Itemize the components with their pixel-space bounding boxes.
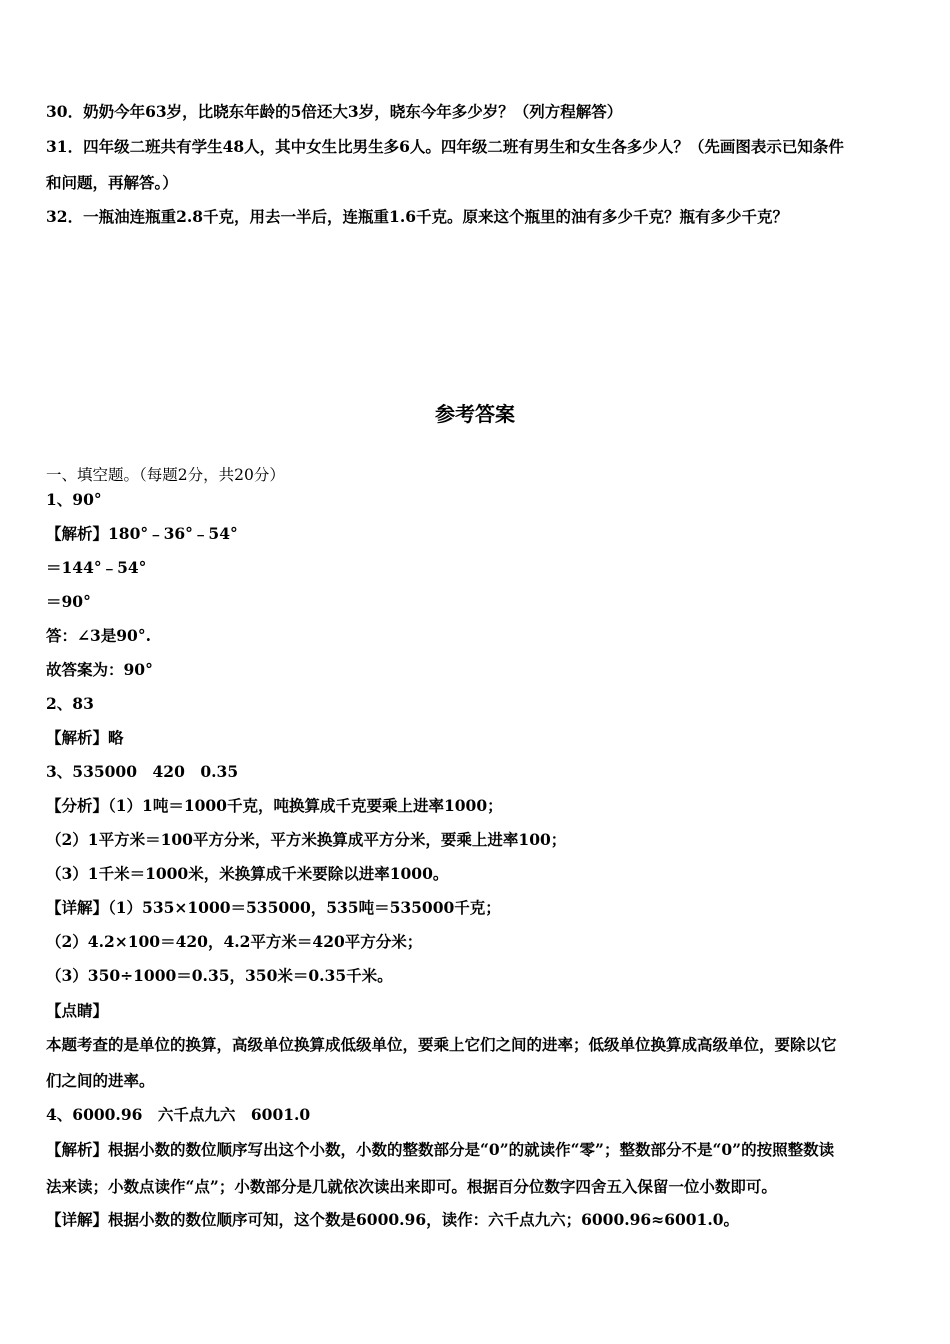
answer-3-analysis-2: （2）1平方米＝100平方分米，平方米换算成平方分米，要乘上进率100； (46, 830, 567, 849)
answer-1-head: 1、90° (46, 490, 102, 509)
answer-2-head: 2、83 (46, 694, 94, 713)
question-32: 32．一瓶油连瓶重2.8千克，用去一半后，连瓶重1.6千克。原来这个瓶里的油有多少千克？瓶有多少千克？ (46, 207, 789, 226)
question-31-line1: 31．四年级二班共有学生48人，其中女生比男生多6人。四年级二班有男生和女生各多少人？（先画图表示已知条件 (46, 137, 844, 156)
answer-4-detail: 【详解】根据小数的数位顺序可知，这个数是6000.96，读作：六千点九六；6000.96≈6001.0。 (46, 1210, 740, 1229)
answer-3-note-line1: 本题考查的是单位的换算，高级单位换算成低级单位，要乘上它们之间的进率；低级单位换算成高级单位，要除以它 (46, 1035, 837, 1054)
answer-3-analysis-1: 【分析】（1）1吨＝1000千克，吨换算成千克要乘上进率1000； (46, 796, 503, 815)
answer-title: 参考答案 (435, 402, 515, 426)
answer-4-analysis-line1: 【解析】根据小数的数位顺序写出这个小数，小数的整数部分是“0”的就读作“零”；整数部分不是“0”的按照整数读 (46, 1140, 835, 1159)
answer-3-note-label: 【点睛】 (46, 1001, 109, 1020)
answer-1-step3: ＝90° (46, 592, 91, 611)
question-30: 30．奶奶今年63岁，比晓东年龄的5倍还大3岁，晓东今年多少岁？（列方程解答） (46, 102, 623, 121)
answer-4-head: 4、6000.96 六千点九六 6001.0 (46, 1105, 311, 1124)
answer-1-conclusion: 故答案为：90° (46, 660, 153, 679)
answer-3-head: 3、535000 420 0.35 (46, 762, 239, 781)
answer-3-detail-2: （2）4.2×100＝420，4.2平方米＝420平方分米； (46, 932, 423, 951)
question-31-line2: 和问题，再解答。） (46, 173, 178, 192)
answer-3-detail-1: 【详解】（1）535×1000＝535000，535吨＝535000千克； (46, 898, 501, 917)
answer-4-analysis-line2: 法来读；小数点读作“点”；小数部分是几就依次读出来即可。根据百分位数字四舍五入保留一位小数即可。 (46, 1177, 777, 1196)
answer-1-analysis: 【解析】180°﹣36°﹣54° (46, 524, 238, 543)
answer-2-analysis: 【解析】略 (46, 728, 124, 747)
answer-3-analysis-3: （3）1千米＝1000米，米换算成千米要除以进率1000。 (46, 864, 449, 883)
answer-3-detail-3: （3）350÷1000＝0.35，350米＝0.35千米。 (46, 966, 393, 985)
answer-1-step2: ＝144°﹣54° (46, 558, 147, 577)
answer-1-answer: 答：∠3是90°. (46, 626, 151, 645)
section-1-heading: 一、填空题。（每题2分，共20分） (46, 466, 285, 484)
answer-3-note-line2: 们之间的进率。 (46, 1071, 155, 1090)
